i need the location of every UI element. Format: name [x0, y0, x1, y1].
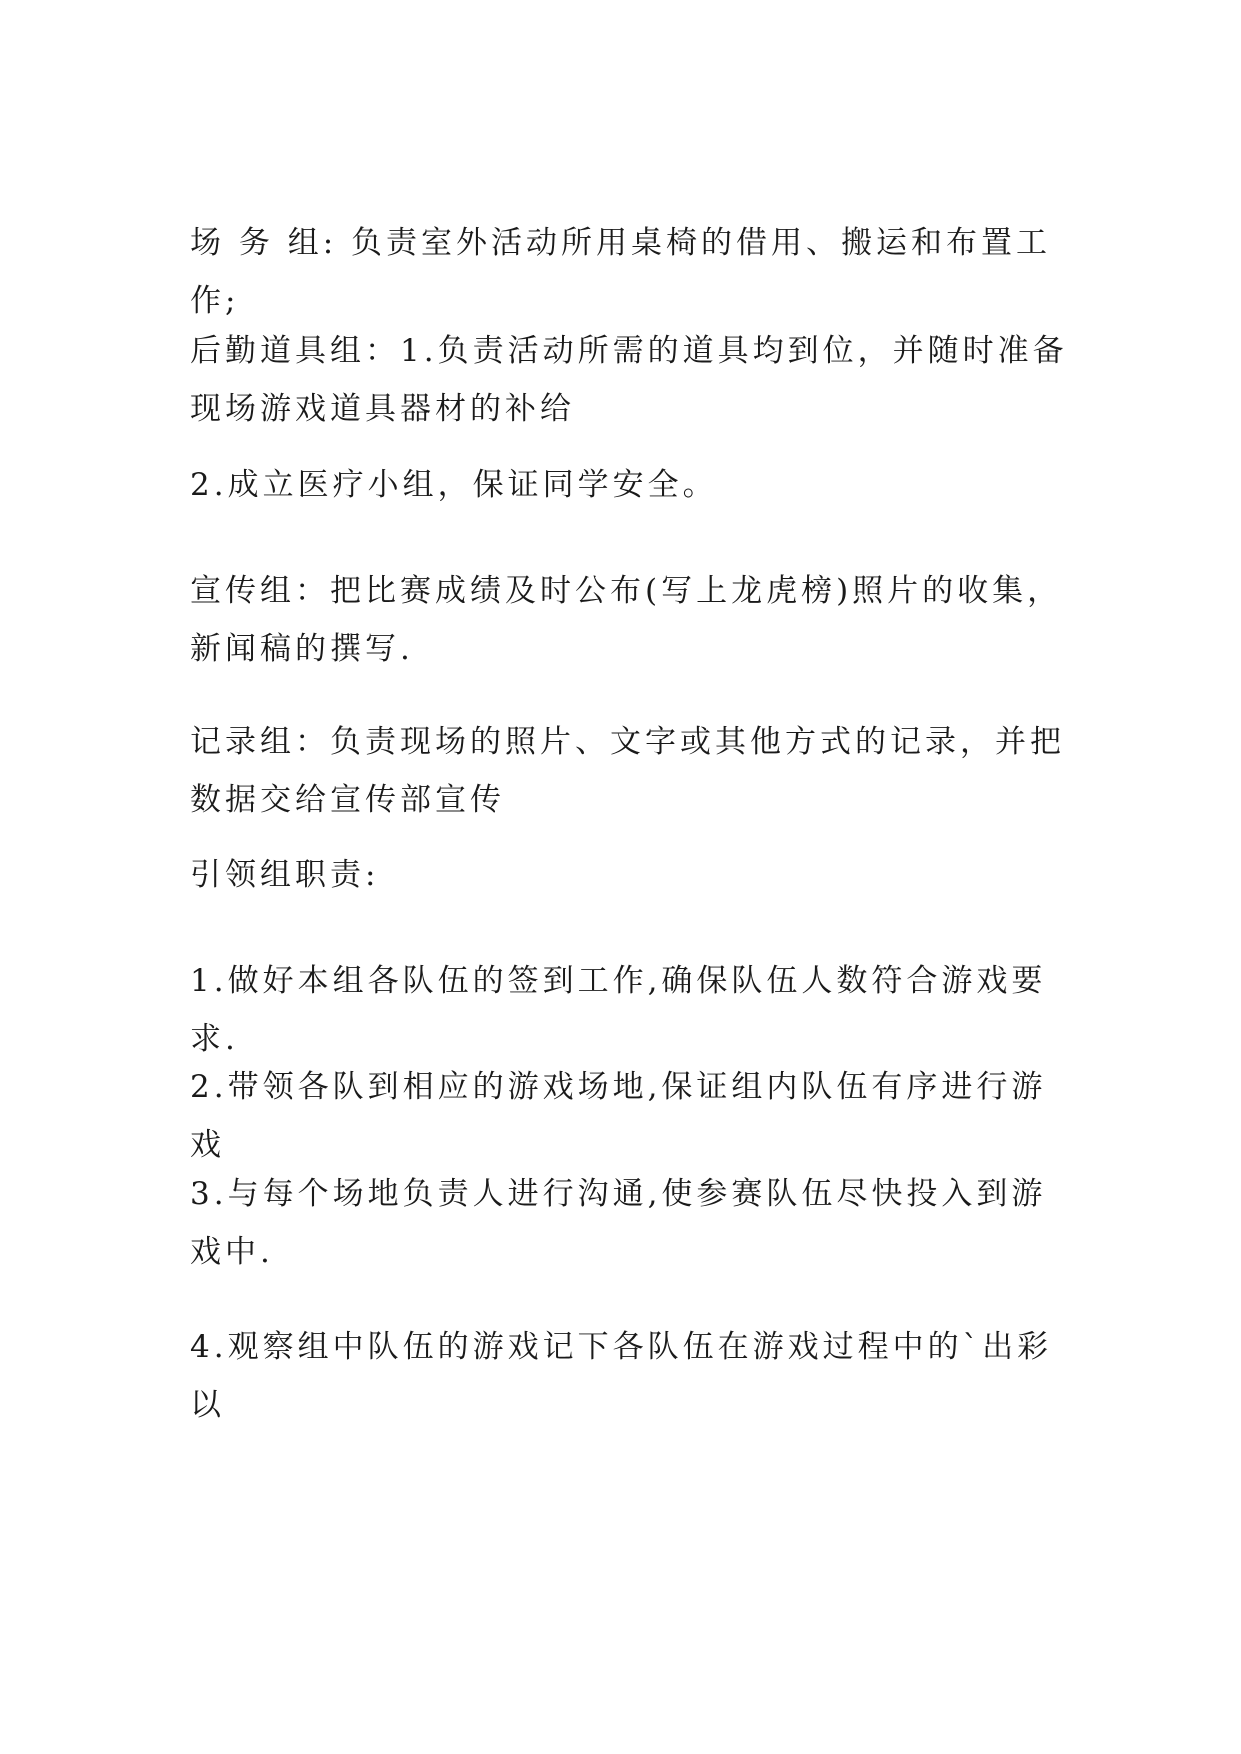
paragraph-medical-team: 2.成立医疗小组，保证同学安全。: [190, 467, 718, 503]
paragraph-publicity-group: 宣传组：把比赛成绩及时公布(写上龙虎榜)照片的收集，新闻稿的撰写.: [190, 573, 1063, 667]
paragraph-record-group: 记录组：负责现场的照片、文字或其他方式的记录，并把数据交给宣传部宣传: [190, 724, 1065, 818]
paragraph-logistics-props: 后勤道具组：1.负责活动所需的道具均到位，并随时准备现场游戏道具器材的补给: [190, 333, 1068, 427]
paragraph-guide-duty-2: 2.带领各队到相应的游戏场地,保证组内队伍有序进行游戏: [190, 1069, 1047, 1163]
paragraph-venue-group: 场 务 组: 负责室外活动所用桌椅的借用、搬运和布置工作;: [190, 225, 1052, 319]
paragraph-guide-heading: 引领组职责:: [190, 857, 380, 893]
paragraph-guide-duty-1: 1.做好本组各队伍的签到工作,确保队伍人数符合游戏要求.: [190, 963, 1047, 1057]
paragraph-guide-duty-3: 3.与每个场地负责人进行沟通,使参赛队伍尽快投入到游戏中.: [190, 1176, 1047, 1270]
paragraph-guide-duty-4: 4.观察组中队伍的游戏记下各队伍在游戏过程中的`出彩以: [190, 1329, 1053, 1423]
